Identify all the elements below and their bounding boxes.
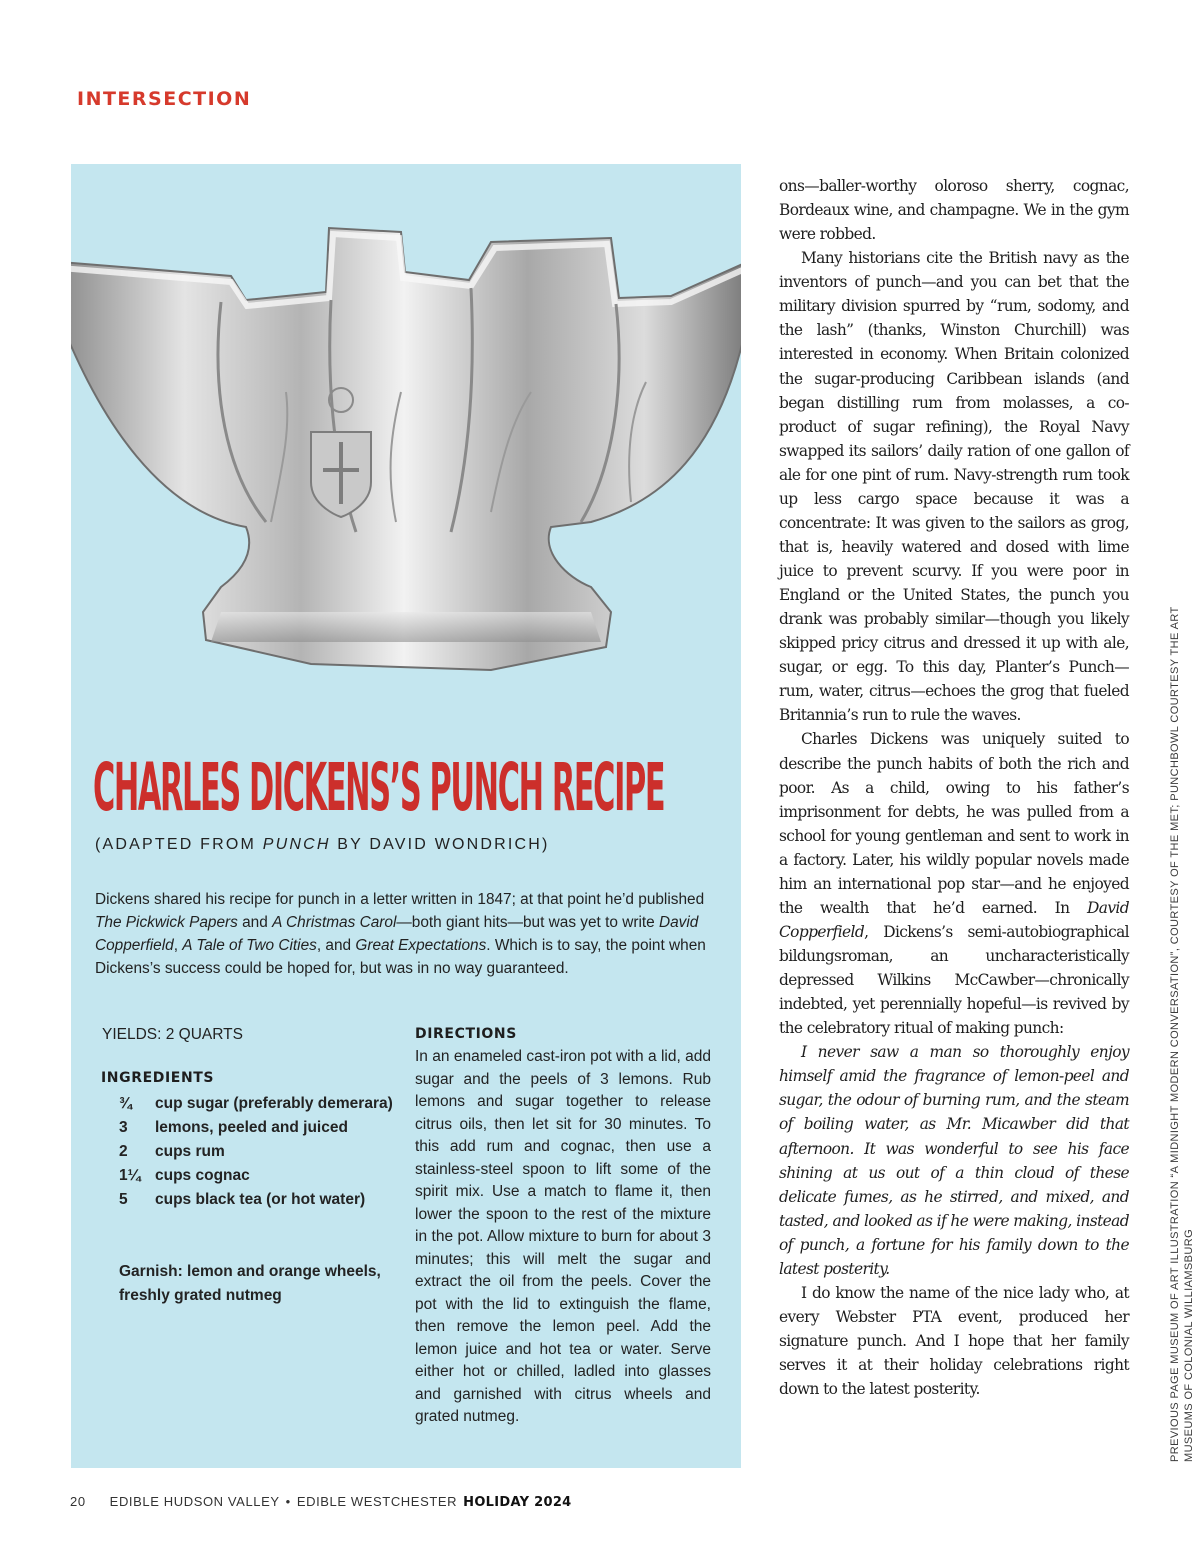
ingredients-list (119, 1092, 409, 1212)
ingredient-text: cups cognac (155, 1167, 250, 1184)
footer-separator: • (285, 1494, 291, 1509)
intro-text: , and (316, 937, 356, 954)
intro-title: A Tale of Two Cities (182, 937, 317, 954)
article-quote: I never saw a man so thoroughly enjoy himself amid the fragrance of lemon-peel and sugar, the odour of burning rum, and the steam of boiling water, as Mr. Micawber did that afternoon. It was wonderful to see his face shining at us out of a thin cloud of these delicate fumes, as he stirred, and mixed, and tasted, and looked as if he were making, instead of punch, a fortune for his family down to the latest posterity. (779, 1043, 1129, 1278)
publication-name: EDIBLE HUDSON VALLEY (109, 1494, 280, 1509)
article-paragraph: I do know the name of the nice lady who, at every Webster PTA event, produced her signature punch. And I hope that her family serves it at their holiday celebrations right down to the latest posterity. (779, 1283, 1129, 1399)
article-text: Charles Dickens was uniquely suited to describe the punch habits of both the rich and poor. As a child, owing to his father’s imprisonment for debts, he was pulled from a school for young gentleman and sent to work in a factory. Later, his wildly popular novels made him an international pop star—and he enjoyed the wealth that he’d earned. In (779, 730, 1129, 917)
ingredient-item (119, 1140, 409, 1164)
photo-credit-line: PREVIOUS PAGE MUSEUM OF ART ILLUSTRATION “A MIDNIGHT MODERN CONVERSATION”, COURTESY OF THE MET; PUNCHBOWL COURTESY THE ART (1169, 606, 1181, 1462)
ingredient-text: cup sugar (preferably demerara) (155, 1095, 393, 1112)
intro-text: . Which is to say, the point when Dickens’s success could be hoped for, but was in no way guaranteed. (95, 937, 706, 977)
ingredient-text: cups black tea (or hot water) (155, 1191, 366, 1208)
page-footer (70, 1494, 572, 1510)
article-body (779, 174, 1129, 1401)
ingredient-quantity: 3 (119, 1119, 128, 1136)
subtitle-suffix: BY DAVID WONDRICH) (330, 836, 550, 853)
intro-text: Dickens shared his recipe for punch in a letter written in 1847; at that point he’d published (95, 891, 705, 908)
ingredient-text: cups rum (155, 1143, 225, 1160)
intro-text: and (237, 914, 273, 931)
recipe-subtitle (95, 836, 550, 854)
article-paragraph: Many historians cite the British navy as the inventors of punch—and you can bet that the military division spurred by “rum, sodomy, and the lash” (thanks, Winston Churchill) was interested in economy. When Britain colonized the sugar-producing Caribbean islands (and began distilling rum from molasses, a co-product of sugar refining), the Royal Navy swapped its sailors’ daily ration of one gallon of ale for one pint of rum. Navy-strength rum took up less cargo space because it was a concentrate: It was given to the sailors as grog, that is, heavily watered and dosed with lime juice to prevent scurvy. If you were poor in England or the United States, the punch you drank was probably similar—though you likely skipped pricy citrus and dressed it up with ale, sugar, or egg. To this day, Planter’s Punch—rum, water, citrus—echoes the grog that fueled Britannia’s run to rule the waves. (779, 249, 1129, 725)
intro-text: —both giant hits—but was yet to write (396, 914, 659, 931)
ingredient-text: lemons, peeled and juiced (155, 1119, 348, 1136)
intro-text: , (173, 937, 183, 954)
directions-heading: DIRECTIONS (415, 1026, 517, 1042)
subtitle-book-title: PUNCH (262, 836, 331, 853)
article-text: , Dickens’s semi-autobiographical bildungsroman, an uncharacteristically depressed Wilkins McCawber—chronically indebted, yet perennially hopeful—is revived by the celebratory ritual of making punch: (779, 922, 1129, 1038)
directions-text: In an enameled cast-iron pot with a lid, add sugar and the peels of 3 lemons. Rub lemons and sugar together to release citrus oils, then let sit for 30 minutes. To this add rum and cognac, then use a stainless-steel spoon to lift some of the spirit mix. Use a match to flame it, then lower the spoon to the rest of the mixture in the pot. Allow mixture to burn for about 3 minutes; this will melt the sugar and extract the oil from the peels. Cover the pot with the lid to extinguish the flame, then remove the lemon peel. Add the lemon juice and hot tea or water. Serve either hot or chilled, ladled into glasses and garnished with citrus wheels and grated nutmeg. (415, 1048, 711, 1425)
ingredient-item (119, 1188, 409, 1212)
recipe-intro (95, 888, 721, 980)
page-number: 20 (70, 1494, 86, 1509)
garnish-note: Garnish: lemon and orange wheels, freshly grated nutmeg (119, 1263, 381, 1304)
recipe-yields: YIELDS: 2 QUARTS (102, 1026, 243, 1043)
section-label: INTERSECTION (77, 88, 252, 110)
intro-title: The Pickwick Papers (95, 914, 238, 931)
ingredient-item (119, 1092, 409, 1116)
intro-title: A Christmas Carol (272, 914, 397, 931)
photo-credit (1168, 606, 1196, 1462)
recipe-title: CHARLES DICKENS’S PUNCH RECIPE (93, 749, 665, 826)
intro-title: David Copperfield (95, 914, 699, 954)
article-book-title: David Copperfield (779, 898, 1129, 941)
ingredient-quantity: 1¼ (119, 1167, 141, 1184)
publication-name: EDIBLE WESTCHESTER (296, 1494, 458, 1509)
ingredient-quantity: 2 (119, 1143, 128, 1160)
issue-label: HOLIDAY 2024 (463, 1495, 572, 1510)
ingredients-heading: INGREDIENTS (101, 1070, 215, 1086)
ingredient-item (119, 1164, 409, 1188)
ingredient-quantity: 5 (119, 1191, 128, 1208)
ingredient-item (119, 1116, 409, 1140)
article-paragraph (779, 727, 1129, 1040)
ingredient-quantity: ¾ (119, 1095, 132, 1112)
subtitle-prefix: (ADAPTED FROM (95, 836, 263, 853)
article-paragraph: ons—baller-worthy oloroso sherry, cognac, Bordeaux wine, and champagne. We in the gym were robbed. (779, 177, 1129, 244)
photo-credit-line: MUSEUMS OF COLONIAL WILLIAMSBURG (1183, 1228, 1195, 1462)
punch-bowl-image (71, 192, 741, 842)
recipe-sidebar (71, 164, 741, 1468)
intro-title: Great Expectations (355, 937, 487, 954)
